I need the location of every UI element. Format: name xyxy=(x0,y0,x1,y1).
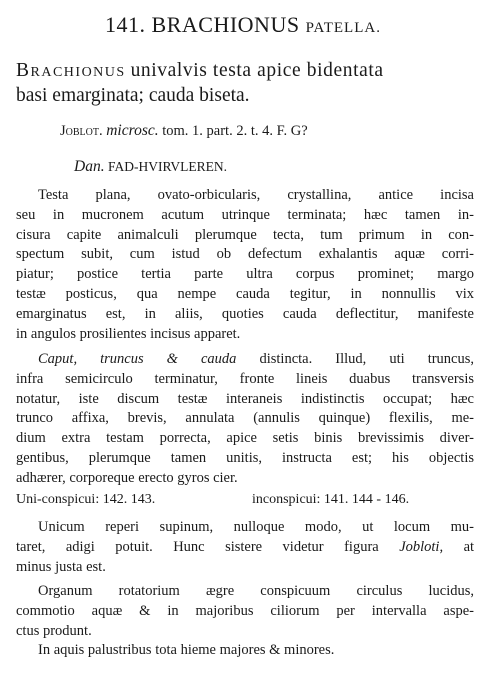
joblot-work: microsc. xyxy=(106,122,159,139)
text-line: commotio aquæ & in majoribus ciliorum per intervalla aspe- xyxy=(16,602,474,619)
danish-reference xyxy=(74,158,227,176)
text-line: cisura capite animalculi plerumque tecta, tum primum in con- xyxy=(16,226,474,243)
line2-end: at xyxy=(463,538,475,555)
paragraph-observation xyxy=(16,518,474,577)
page-title xyxy=(0,12,486,38)
text-line: seu in mucronem acutum utrinque terminata; hæc tamen in- xyxy=(16,206,474,223)
joblot-reference xyxy=(60,122,308,140)
text-line: emarginatus est, in aliis, quoties cauda deflectitur, manifeste xyxy=(16,305,474,322)
text-line: Testa plana, ovato-orbicularis, crystallina, antice incisa xyxy=(38,187,474,203)
joblot-author: Joblot. xyxy=(60,123,103,139)
genus-name: BRACHIONUS xyxy=(151,12,300,37)
text-line: ctus produnt. xyxy=(16,622,92,639)
text-line: spectum subit, cum istud ob defectum exhalantis aquæ corri- xyxy=(16,246,474,263)
lead-italic: Caput, truncus & cauda xyxy=(38,351,237,367)
paragraph-habitat xyxy=(16,641,474,661)
dan-name: FAD-HVIRVLEREN. xyxy=(107,159,227,174)
text-line: in angulos prosilientes incisus apparet. xyxy=(16,325,241,342)
text-line: notatur, iste discum testæ interaneis indistinctis occupat; hæc xyxy=(16,390,474,407)
line2-start: taret, adigi potuit. Hunc sistere videtur figura xyxy=(16,538,379,555)
text-line: trunco affixa, brevis, annulata (annulis quinque) flexilis, me- xyxy=(16,410,474,427)
text-line: adhærer, corporeque erecto gyros cier. xyxy=(16,469,238,486)
paragraph-description xyxy=(16,186,474,344)
paragraph-anatomy xyxy=(16,350,474,489)
text-line: dium extra testam porrecta, apice setis binis brevissimis diver- xyxy=(16,430,474,447)
text-line: gentibus, plerumque tamen unitis, instructa est; his objectis xyxy=(16,449,474,466)
text-line: minus justa est. xyxy=(16,558,106,575)
lead-rest: distincta. Illud, uti truncus, xyxy=(259,351,475,367)
text-line: infra semicirculo terminatur, fronte lineis duabus transversis xyxy=(16,370,474,387)
text-line: In aquis palustribus tota hieme majores & minores. xyxy=(38,642,335,658)
text-line: testæ posticus, qua nempe cauda tegitur, in nonnullis vix xyxy=(16,285,474,302)
figure-references xyxy=(16,492,476,508)
joblot-citation: tom. 1. part. 2. t. 4. F. G? xyxy=(162,123,308,139)
entry-number: 141. xyxy=(105,12,146,37)
text-line: Organum rotatorium ægre conspicuum circulus lucidus, xyxy=(38,583,474,599)
species-name: PATELLA. xyxy=(305,20,381,36)
text-line xyxy=(16,538,474,558)
conspicui-left: Uni-conspicui: 142. 143. xyxy=(16,492,156,507)
conspicui-right: inconspicui: 141. 144 - 146. xyxy=(252,492,410,507)
jobloti-italic: Jobloti, xyxy=(399,538,444,555)
text-line xyxy=(16,350,474,370)
diagnosis-line-1 xyxy=(16,58,471,83)
diagnosis-text: univalvis testa apice bidentata xyxy=(130,60,384,81)
paragraph-organ xyxy=(16,582,474,641)
text-line: Unicum reperi supinum, nulloque modo, ut locum mu- xyxy=(38,519,474,535)
text-line: piatur; postice tertia parte ultra corpus prominet; margo xyxy=(16,266,474,283)
dan-label: Dan. xyxy=(74,158,105,175)
diagnosis-genus: Brachionus xyxy=(16,60,126,81)
diagnosis-line-2: basi emarginata; cauda biseta. xyxy=(16,85,250,106)
